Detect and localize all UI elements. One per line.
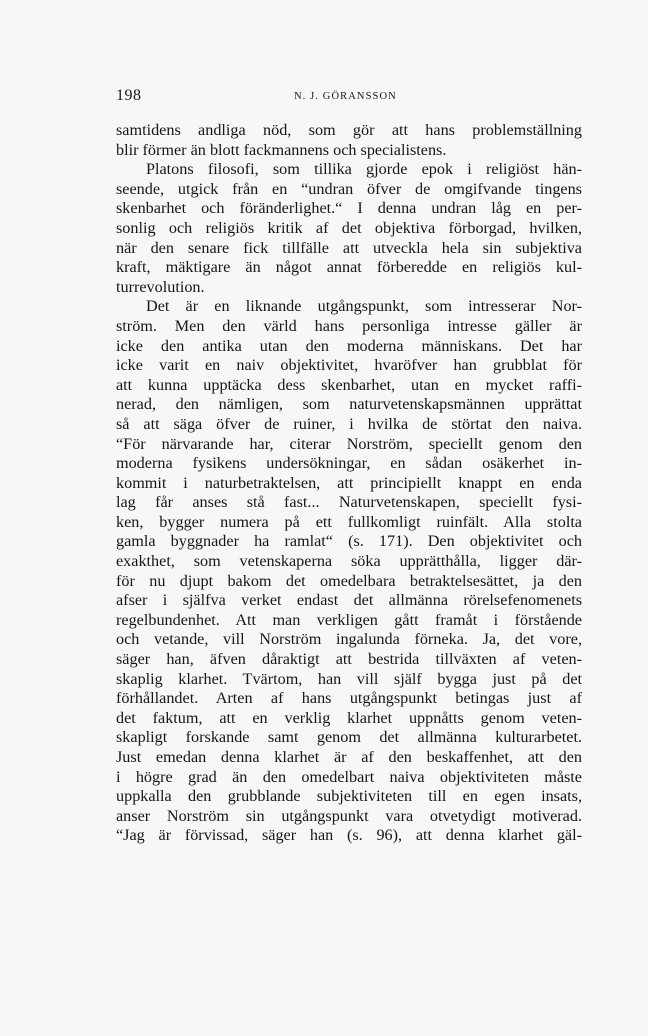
- text-line: förhållandet. Arten af hans utgångspunkt betingas just af: [116, 689, 582, 708]
- text-line: afser i själfva verket endast det allmänna rörelsefenomenets: [116, 591, 582, 610]
- body-text: [116, 121, 582, 846]
- text-line: anser Norström sin utgångspunkt vara otvetydigt motiverad.: [116, 806, 582, 825]
- text-line: och vetande, vill Norström ingalunda förneka. Ja, det vore,: [116, 630, 582, 649]
- page-header: [116, 87, 586, 109]
- text-line: i högre grad än den omedelbart naiva objektiviteten måste: [116, 767, 582, 786]
- text-line: regelbundenhet. Att man verkligen gått framåt i förstående: [116, 610, 582, 629]
- text-line: när den senare fick tillfälle att utveckla hela sin subjektiva: [116, 238, 582, 257]
- text-line: sonlig och religiös kritik af det objektiva förborgad, hvilken,: [116, 218, 582, 237]
- text-line: skapligt forskande samt genom det allmänna kulturarbetet.: [116, 728, 582, 747]
- text-line: lag får anses stå fast... Naturvetenskapen, speciellt fysi-: [116, 493, 582, 512]
- page-number: 198: [116, 87, 142, 104]
- text-line: skenbarhet och föränderlighet.“ I denna undran låg en per-: [116, 199, 582, 218]
- text-line: för nu djupt bakom det omedelbara betraktelsesättet, ja den: [116, 571, 582, 590]
- text-line: exakthet, som vetenskaperna söka upprätthålla, ligger där-: [116, 552, 582, 571]
- text-line: turrevolution.: [116, 277, 205, 296]
- text-line: samtidens andliga nöd, som gör att hans problemställning: [116, 121, 582, 139]
- text-line: blir förmer än blott fackmannens och specialistens.: [116, 140, 447, 159]
- paragraph-start: Det är en liknande utgångspunkt, som intresserar Nor-: [146, 297, 582, 316]
- text-line: uppkalla den grubblande subjektiviteten till en egen insats,: [116, 787, 582, 806]
- text-line: gamla byggnader ha ramlat“ (s. 171). Den objektivitet och: [116, 532, 582, 551]
- text-line: ström. Men den värld hans personliga intresse gäller är: [116, 316, 582, 335]
- text-line: icke den antika utan den moderna människans. Det har: [116, 336, 582, 355]
- text-line: Just emedan denna klarhet är af den beskaffenhet, att den: [116, 748, 582, 766]
- text-line: skaplig klarhet. Tvärtom, han vill själf bygga just på det: [116, 669, 582, 688]
- text-line: kraft, mäktigare än något annat förberedde en religiös kul-: [116, 258, 582, 277]
- text-line: icke varit en naiv objektivitet, hvaröfver han grubblat för: [116, 356, 582, 375]
- text-line: ken, bygger numera på ett fullkomligt ruinfält. Alla stolta: [116, 512, 582, 531]
- text-line: moderna fysikens undersökningar, en sådan osäkerhet in-: [116, 454, 582, 473]
- text-line: “Jag är förvissad, säger han (s. 96), att denna klarhet gäl-: [116, 826, 582, 845]
- text-line: “För närvarande har, citerar Norström, speciellt genom den: [116, 434, 582, 453]
- text-line: att kunna upptäcka dess skenbarhet, utan en mycket raffi-: [116, 375, 582, 394]
- text-line: kommit i naturbetraktelsen, att principiellt knappt en enda: [116, 473, 582, 492]
- running-head: N. J. GÖRANSSON: [294, 91, 397, 102]
- text-line: seende, utgick från en “undran öfver de omgifvande tingens: [116, 179, 582, 198]
- text-line: säger han, äfven dåraktigt att bestrida tillväxten af veten-: [116, 650, 582, 669]
- paragraph-start: Platons filosofi, som tillika gjorde epok i religiöst hän-: [146, 160, 582, 179]
- text-line: så att säga öfver de ruiner, i hvilka de störtat den naiva.: [116, 414, 582, 433]
- text-line: det faktum, att en verklig klarhet uppnåtts genom veten-: [116, 708, 582, 727]
- text-line: nerad, den nämligen, som naturvetenskapsmännen upprättat: [116, 395, 582, 414]
